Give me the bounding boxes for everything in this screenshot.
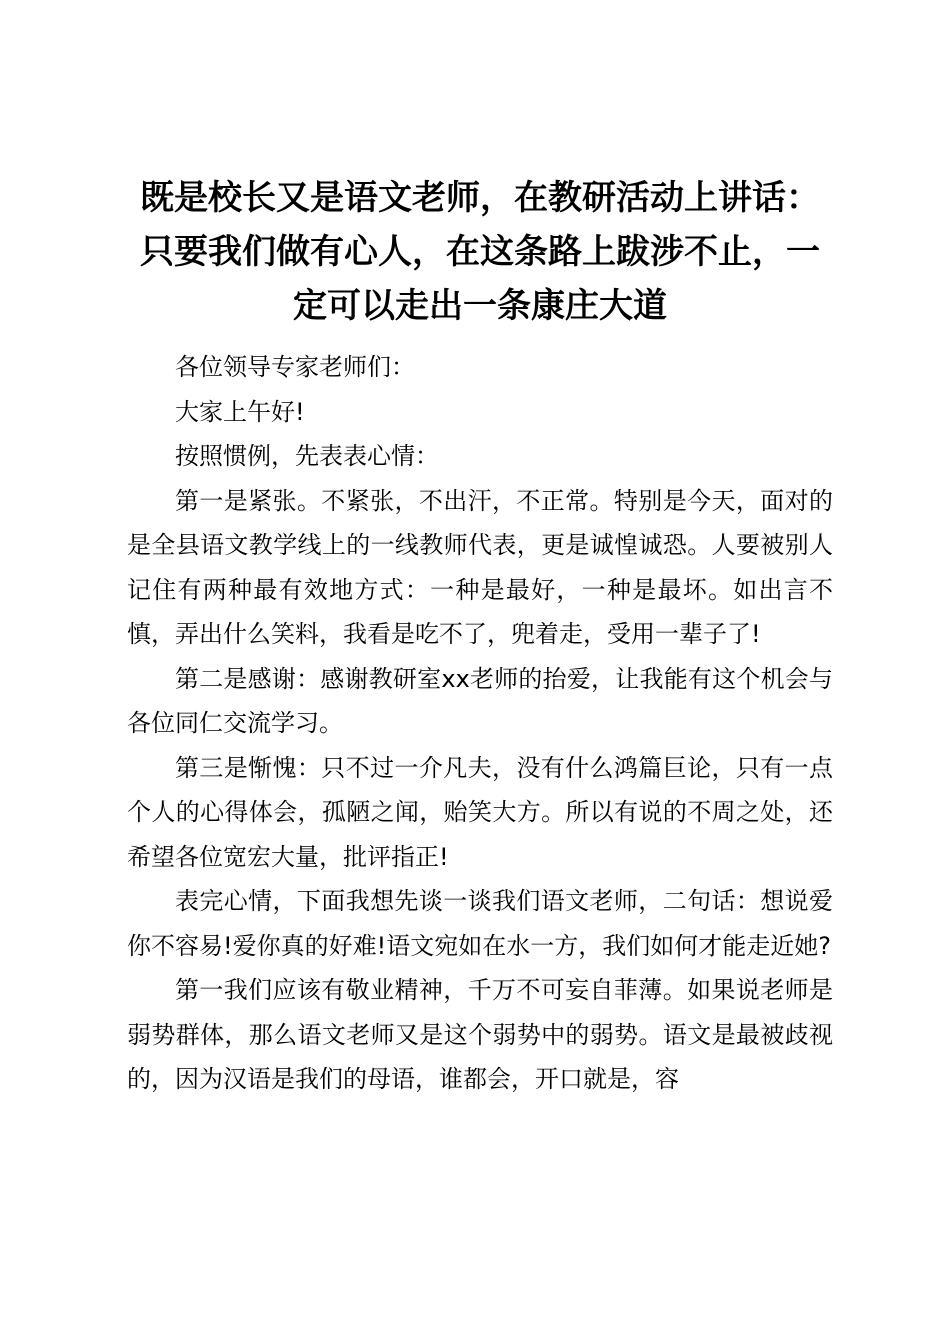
salutation: 各位领导专家老师们： <box>175 353 415 381</box>
paragraph: 第三是惭愧：只不过一介凡夫，没有什么鸿篇巨论，只有一点个人的心得体会，孤陋之闻，贻笑大方。所以有说的不周之处，还希望各位宽宏大量，批评指正! <box>127 753 833 871</box>
greeting: 大家上午好! <box>175 397 305 426</box>
title-line: 定可以走出一条康庄大道 <box>293 286 667 326</box>
paragraph: 第一是紧张。不紧张，不出汗，不正常。特别是今天，面对的是全县语文教学线上的一线教师代表，更是诚惶诚恐。人要被别人记住有两种最有效地方式：一种是最好，一种是最坏。如出言不慎，弄出什么笑料，我看是吃不了，兜着走，受用一辈子了! <box>127 486 833 648</box>
document-body <box>127 345 833 1102</box>
document-page <box>127 171 833 1102</box>
paragraph: 第一我们应该有敬业精神，千万不可妄自菲薄。如果说老师是弱势群体，那么语文老师又是这个弱势中的弱势。语文是最被歧视的，因为汉语是我们的母语，谁都会，开口就是，容 <box>127 976 833 1093</box>
paragraph: 第二是感谢：感谢教研室xx老师的抬爱，让我能有这个机会与各位同仁交流学习。 <box>127 664 833 737</box>
title-line: 既是校长又是语文老师，在教研活动上讲话： <box>140 178 820 218</box>
document-title <box>127 171 833 333</box>
title-line: 只要我们做有心人，在这条路上跋涉不止，一 <box>140 232 820 272</box>
paragraph: 表完心情，下面我想先谈一谈我们语文老师，二句话：想说爱你不容易!爱你真的好难!语文宛如在水一方，我们如何才能走近她? <box>127 887 833 960</box>
paragraph: 按照惯例，先表表心情： <box>175 442 439 470</box>
